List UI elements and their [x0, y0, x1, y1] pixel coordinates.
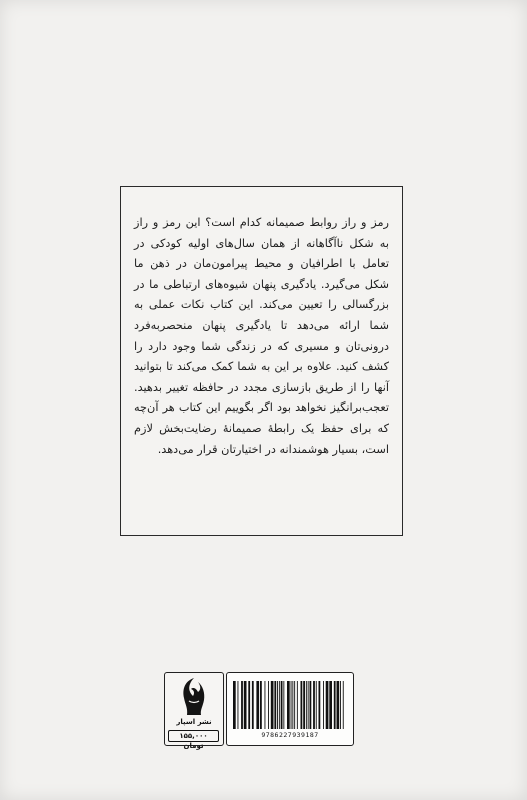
barcode-bar: [316, 681, 317, 729]
barcode-bar: [343, 681, 344, 729]
barcode-bar: [283, 681, 284, 729]
barcode-bar: [297, 681, 298, 729]
isbn-barcode: [233, 681, 345, 729]
barcode-bar: [310, 681, 312, 729]
blurb-frame: [120, 186, 403, 536]
barcode-bar: [281, 681, 283, 729]
barcode-bar: [238, 681, 239, 729]
barcode-bar: [334, 681, 336, 729]
barcode-bar: [323, 681, 324, 729]
barcode-bar: [337, 681, 340, 729]
barcode-bar: [294, 681, 295, 729]
blurb-text-block: [134, 213, 389, 460]
barcode-bar: [274, 681, 276, 729]
barcode-bar: [326, 681, 329, 729]
barcode-bar: [340, 681, 341, 729]
barcode-bar: [291, 681, 292, 729]
barcode-bar: [241, 681, 243, 729]
barcode-bar: [248, 681, 250, 729]
barcode-bar: [279, 681, 280, 729]
barcode-bar: [308, 681, 309, 729]
barcode-bar: [329, 681, 332, 729]
publisher-logo-box: [164, 672, 224, 750]
barcode-bar: [244, 681, 247, 729]
barcode-bar: [313, 681, 315, 729]
barcode-bar: [256, 681, 259, 729]
barcode-bar: [271, 681, 274, 729]
barcode-bar: [303, 681, 305, 729]
price-badge: ۱۵۵,۰۰۰ تومان: [168, 730, 219, 742]
barcode-bar: [277, 681, 278, 729]
barcode-bar: [292, 681, 293, 729]
barcode-bar: [287, 681, 290, 729]
blurb-paragraph: رمز و راز روابط صمیمانه کدام است؟ این رمز و راز به شکل ناآگاهانه از همان سال‌های اولیه کودکی در تعامل با اطرافیان و محیط پیرامون‌مان در ذهن ما شکل می‌گیرد. یادگیری پنهان شیوه‌های ارتباطی ما در بزرگسالی را تعیین می‌کند. این کتاب نکات عملی به شما ارائه می‌دهد تا یادگیری پنهان منحصربه‌فرد درونی‌تان و مسیری که در زندگی شما وجود دارد را کشف کنید. علاوه بر این به شما کمک می‌کند تا بتوانید آنها را از طریق بازسازی مجدد در حافظه تغییر بدهید. تعجب‌برانگیز نخواهد بود اگر بگوییم این کتاب هر آن‌چه که برای حفظ یک رابطهٔ صمیمانهٔ رضایت‌بخش لازم است، بسیار هوشمندانه در اختیارتان قرار می‌دهد.: [134, 216, 389, 456]
barcode-bar: [260, 681, 262, 729]
barcode-bar: [233, 681, 236, 729]
publisher-name: نشر اسپار: [176, 718, 212, 726]
barcode-bar: [319, 681, 321, 729]
barcode-bar: [265, 681, 266, 729]
barcode-box: [226, 672, 354, 746]
barcode-bar: [301, 681, 303, 729]
barcode-bar: [306, 681, 307, 729]
horse-head-icon: [179, 677, 209, 717]
barcode-bar: [268, 681, 269, 729]
isbn-number: 9786227939187: [261, 731, 319, 739]
barcode-bar: [252, 681, 254, 729]
